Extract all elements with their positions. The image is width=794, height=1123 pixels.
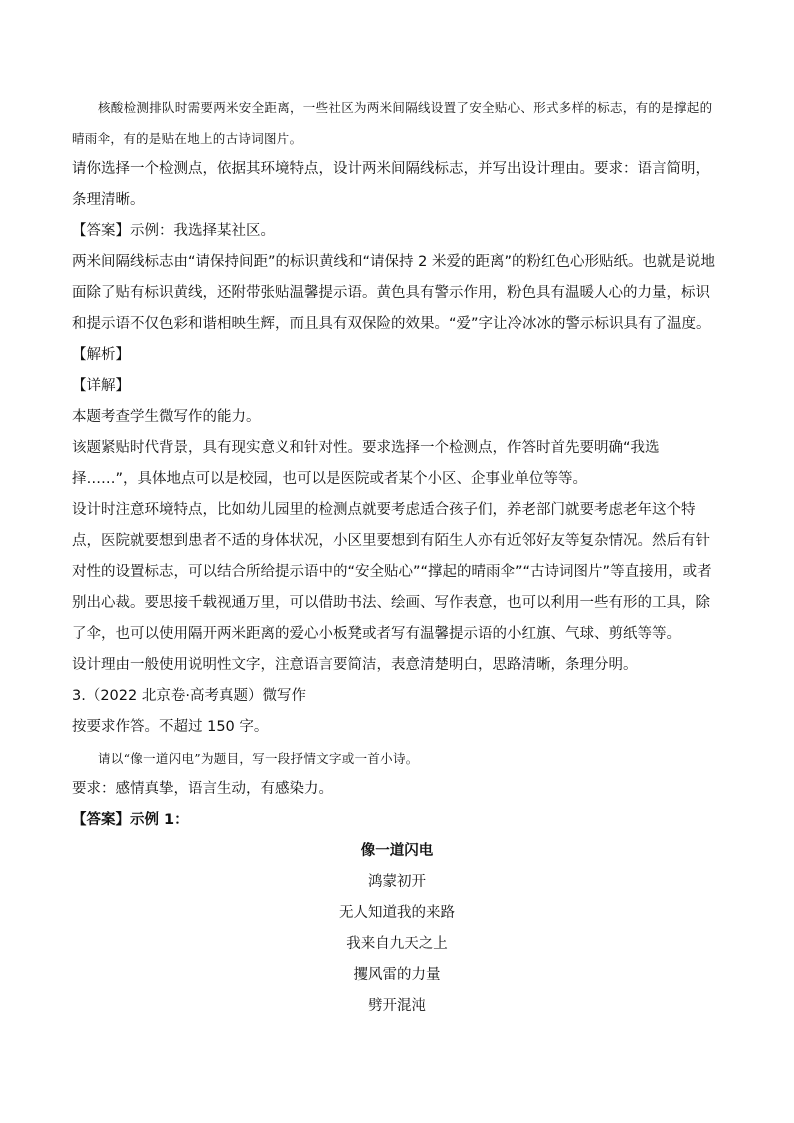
q2-instruction: 请你选择一个检测点，依据其环境特点，设计两米间隔线标志，并写出设计理由。要求：语言简明，条理清晰。 bbox=[72, 161, 710, 208]
detail-paragraph-2: 该题紧贴时代背景，具有现实意义和针对性。要求选择一个检测点，作答时首先要明确“我选择……”，具体地点可以是校园，也可以是医院或者某个小区、企事业单位等等。 bbox=[72, 440, 660, 487]
q2-prompt: 核酸检测排队时需要两米安全距离，一些社区为两米间隔线设置了安全贴心、形式多样的标志，有的是撑起的晴雨伞，有的是贴在地上的古诗词图片。 bbox=[72, 100, 713, 146]
poem-line: 攫风雷的力量 bbox=[353, 967, 441, 983]
detail-paragraph-1: 本题考查学生微写作的能力。 bbox=[72, 409, 261, 425]
q2-answer bbox=[72, 216, 722, 247]
answer-intro: 示例：我选择某社区。 bbox=[130, 223, 275, 239]
detail-label: 【详解】 bbox=[72, 378, 130, 394]
document-page bbox=[72, 92, 722, 1022]
q3-requirement: 按要求作答。不超过 150 字。 bbox=[72, 719, 269, 735]
detail-paragraph-4: 设计理由一般使用说明性文字，注意语言要简洁，表意清楚明白，思路清晰，条理分明。 bbox=[72, 657, 638, 673]
q2-answer-body: 两米间隔线标志由“请保持间距”的标识黄线和“请保持 2 米爱的距离”的粉红色心形贴纸。也就是说地面除了贴有标识黄线，还附带张贴温馨提示语。黄色具有警示作用，粉色具有温暖人心的力量，标识和提示语不仅色彩和谐相映生辉，而且具有双保险的效果。“爱”字让冷冰冰的警示标识具有了温度。 bbox=[72, 254, 715, 332]
poem-title: 像一道闪电 bbox=[360, 843, 434, 859]
poem-line: 无人知道我的来路 bbox=[339, 905, 455, 921]
poem-line: 我来自九天之上 bbox=[346, 936, 448, 952]
q3-header: 3.（2022 北京卷·高考真题）微写作 bbox=[72, 688, 306, 704]
poem-line: 劈开混沌 bbox=[368, 998, 426, 1014]
poem-line: 鸿蒙初开 bbox=[368, 874, 426, 890]
q3-prompt: 请以“像一道闪电”为题目，写一段抒情文字或一首小诗。 bbox=[98, 751, 419, 766]
answer-label: 【答案】 bbox=[72, 223, 130, 239]
detail-paragraph-3: 设计时注意环境特点，比如幼儿园里的检测点就要考虑适合孩子们，养老部门就要考虑老年这个特点，医院就要想到患者不适的身体状况，小区里要想到有陌生人亦有近邻好友等复杂情况。然后有针对性的设置标志，可以结合所给提示语中的“安全贴心”“撑起的晴雨伞”“古诗词图片”等直接用，或者别出心裁。要思接千载视通万里，可以借助书法、绘画、写作表意，也可以利用一些有形的工具，除了伞，也可以使用隔开两米距离的爱心小板凳或者写有温馨提示语的小红旗、气球、剪纸等等。 bbox=[72, 502, 712, 642]
q3-answer-label: 【答案】示例 1： bbox=[72, 812, 189, 828]
q3-criteria: 要求：感情真挚，语言生动，有感染力。 bbox=[72, 781, 333, 797]
analysis-label: 【解析】 bbox=[72, 347, 130, 363]
